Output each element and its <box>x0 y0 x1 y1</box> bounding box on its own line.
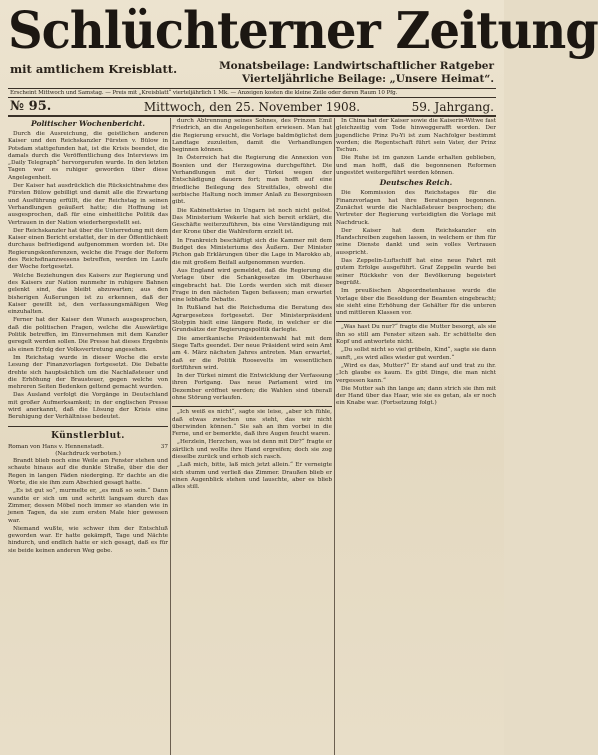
feuilleton-divider <box>336 321 496 322</box>
column-middle <box>172 118 332 755</box>
paragraph: In China hat der Kaiser sowie die Kaiserin-Witwe fast gleichzeitig vom Tode hinweggerafft worden. Der jugendliche Prinz Pu-Yi ist zum Nachfolger bestimmt worden; die Regentschaft führt sein Vater, der Prinz Tschun. <box>336 118 496 154</box>
feuilleton-author: Roman von Hans v. Hennenstadt. <box>8 443 104 450</box>
paragraph: „Es ist gut so“, murmelte er, „es muß so sein.“ Dann wandte er sich um und schritt langsam durch das Zimmer, dessen Möbel noch immer so standen wie in jenen Tagen, da sie zum ersten Male hier gewesen war. <box>8 488 168 524</box>
issue-date: Mittwoch, den 25. November 1908. <box>143 100 361 114</box>
divider <box>8 97 496 98</box>
paragraph: Der Kaiser hat dem Reichskanzler ein Handschreiben zugehen lassen, in welchem er ihm für seine Dienste dankt und sein volles Vertrauen ausspricht. <box>336 227 496 256</box>
feuilleton-body <box>172 409 332 491</box>
paragraph: durch Abtrennung seines Sohnes, des Prinzen Emil Friedrich, an die Angelegenheiten erwiesen. Man hat die Regierung ersucht, die Vorlage baldmöglichst dem Landtage zuzuleiten, damit die Verhandlungen beginnen können. <box>172 118 332 154</box>
article-body <box>172 118 332 402</box>
paragraph: Durch die Ausreichung, die geistlichen anderen Kaiser und den Reichskanzler Fürsten v. Bülow in Potsdam stattgefunden hat, ist die Krisis beendet, die damals durch die Veröffentlichung des Interviews im „Daily Telegraph“ hervorgerufen wurde. In den letzten Tagen war es ruhiger geworden über diese Angelegenheit. <box>8 131 168 181</box>
paragraph: Die Kabinettskrise in Ungarn ist noch nicht gelöst. Das Ministerium Wekerle hat sich bereit erklärt, die Geschäfte weiterzuführen, bis eine Verständigung mit der Krone über die Wahlreform erzielt ist. <box>172 207 332 236</box>
paragraph: Das Zeppelin-Luftschiff hat eine neue Fahrt mit gutem Erfolge ausgeführt. Graf Zeppelin wurde bei seiner Rückkehr von der Bevölkerung begeistert begrüßt. <box>336 258 496 286</box>
column-right <box>336 118 496 755</box>
paragraph: In Frankreich beschäftigt sich die Kammer mit dem Budget des Ministeriums des Äußern. Der Minister Pichon gab Erklärungen über die Lage in Marokko ab, die mit großem Beifall aufgenommen wurden. <box>172 237 332 266</box>
reprint-note: (Nachdruck verboten.) <box>55 450 121 457</box>
paragraph: Die Ruhe ist im ganzen Lande erhalten geblieben, und man hofft, daß die begonnenen Reformen ungestört weitergeführt werden können. <box>336 155 496 177</box>
paragraph: Niemand wußte, wie schwer ihm der Entschluß geworden war. Er hatte gekämpft, Tage und Nächte hindurch, und endlich hatte er sich gesagt, daß es für sie beide keinen anderen Weg gebe. <box>8 525 168 554</box>
feuilleton-divider <box>172 406 332 407</box>
article-body <box>336 190 496 317</box>
paragraph: Aus England wird gemeldet, daß die Regierung die Vorlage über die Schankgesetze im Oberhause eingebracht hat. Die Lords werden sich mit dieser Frage in den nächsten Tagen befassen; man erwartet eine lebhafte Debatte. <box>172 267 332 304</box>
feuilleton-part: 37 <box>160 443 168 450</box>
paragraph: Brandt blieb noch eine Weile am Fenster stehen und schaute hinaus auf die dunkle Straße, über die der Regen in langen Fäden niederging. Er dachte an die Worte, die sie ihm zum Abschied gesagt hatte. <box>8 458 168 487</box>
paragraph: Ferner hat der Kaiser den Wunsch ausgesprochen, daß die politischen Fragen, welche die Auswärtige Politik betreffen, im Einvernehmen mit dem Kanzler geregelt werden sollen. Die Presse hat dieses Ergebnis als einen Erfolg der Volksvertretung angesehen. <box>8 317 168 353</box>
paragraph: „Du sollst nicht so viel grübeln, Kind“, sagte sie dann sanft, „es wird alles wieder gut werden.“ <box>336 347 496 361</box>
article-body <box>8 131 168 422</box>
paragraph: „Herzlein, Herzchen, was ist denn mit Dir?“ fragte er zärtlich und wollte ihre Hand ergreifen; doch sie zog dieselbe zurück und erhob sich rasch. <box>172 439 332 461</box>
divider <box>8 88 496 89</box>
paragraph: In Österreich hat die Regierung die Annexion von Bosnien und der Herzegowina durchgeführt. Die Verhandlungen mit der Türkei wegen der Entschädigung dauern fort; man hofft auf eine friedliche Beilegung des Streitfalles, obwohl die serbische Haltung noch immer Anlaß zu Besorgnissen gibt. <box>172 155 332 206</box>
paragraph: „Was hast Du nur?“ fragte die Mutter besorgt, als sie ihn so still am Fenster sitzen sah. Er schüttelte den Kopf und antwortete nicht. <box>336 324 496 346</box>
issue-volume: 59. Jahrgang. <box>411 100 494 114</box>
paragraph: „Ich weiß es nicht“, sagte sie leise, „aber ich fühle, daß etwas zwischen uns steht, das wir nicht überwinden können.“ Sie sah an ihm vorbei in die Ferne, und er bemerkte, daß ihre Augen feucht waren. <box>172 409 332 438</box>
masthead-subtitle: mit amtlichem Kreisblatt. <box>10 62 178 76</box>
paragraph: In der Türkei nimmt die Entwicklung der Verfassung ihren Fortgang. Das neue Parlament wird im Dezember eröffnet werden; die Wahlen sind überall ohne Störung verlaufen. <box>172 373 332 401</box>
section-heading: Deutsches Reich. <box>379 178 453 188</box>
article-heading: Politischer Wochenbericht. <box>31 119 145 128</box>
masthead-title: Schlüchterner Zeitung <box>8 1 598 61</box>
paragraph: Im Reichstag wurde in dieser Woche die erste Lesung der Finanzvorlagen fortgesetzt. Die Debatte drehte sich hauptsächlich um die Nachlaßsteuer und die Erhöhung der Brausteuer, gegen welche von mehreren Seiten Bedenken geltend gemacht wurden. <box>8 354 168 391</box>
publication-note: Erscheint Mittwoch und Samstag. — Preis mit „Kreisblatt“ vierteljährlich 1 Mk. — Anzeigen kosten die kleine Zeile oder deren Raum 10 Pfg. <box>10 90 398 96</box>
columns <box>8 118 496 755</box>
article-body <box>336 118 496 177</box>
paragraph: „Laß mich, bitte, laß mich jetzt allein.“ Er verneigte sich stumm und verließ das Zimmer. Draußen blieb er einen Augenblick stehen und lauschte, aber es blieb alles still. <box>172 462 332 491</box>
paragraph: Der Kaiser hat ausdrücklich die Rücksichtnahme des Fürsten Bülow gebilligt und damit alle die Erwartung und Ausführung erfüllt, die der Reichstag in seinen Verhandlungen geäußert hatte; die Hoffnung ist ausgesprochen, daß für eine einheitliche Politik das Vertrauen in der Nation wiederhergestellt sei. <box>8 183 168 226</box>
divider <box>8 115 496 117</box>
feuilleton-byline <box>8 444 168 451</box>
issue-number: № 95. <box>10 99 52 114</box>
paragraph: Im preußischen Abgeordnetenhause wurde die Vorlage über die Besoldung der Beamten eingebracht; sie sieht eine Erhöhung der Gehälter für die unteren und mittleren Klassen vor. <box>336 288 496 317</box>
paragraph: Der Reichskanzler hat über die Unterredung mit dem Kaiser einen Bericht erstattet, der in der Öffentlichkeit durchaus befriedigend aufgenommen worden ist. Die Regierungskonferenzen, welche die Frage der Reform des Reichsfinanzwesens betreffen, werden im Laufe der Woche fortgesetzt. <box>8 227 168 271</box>
paragraph: Welche Beziehungen des Kaisers zur Regierung und des Kaisers zur Nation nunmehr in ruhigere Bahnen gelenkt sind, das bleibt abzuwarten; aus den bisherigen Äußerungen ist zu erkennen, daß der Kaiser gewillt ist, den verfassungsmäßigen Weg einzuhalten. <box>8 272 168 316</box>
supplement-quarterly: Vierteljährliche Beilage: „Unsere Heimat“. <box>241 73 494 85</box>
paragraph: Die amerikanische Präsidentenwahl hat mit dem Siege Tafts geendet. Der neue Präsident wird sein Amt am 4. März nächsten Jahres antreten. Man erwartet, daß er die Politik Roosevelts im wesentlichen fortführen wird. <box>172 335 332 371</box>
issue-line <box>10 99 494 115</box>
feuilleton-body <box>8 458 168 555</box>
paragraph: In Rußland hat die Reichsduma die Beratung des Agrargesetzes fortgesetzt. Der Ministerpräsident Stolypin hielt eine längere Rede, in welcher er die Grundsätze der Regierungspolitik darlegte. <box>172 305 332 334</box>
paragraph: Das Ausland verfolgt die Vorgänge in Deutschland mit großer Aufmerksamkeit; in der englischen Presse wird anerkannt, daß die Lösung der Krisis eine Beruhigung der Verhältnisse bedeutet. <box>8 392 168 421</box>
paragraph: Die Kommission des Reichstages für die Finanzvorlagen hat ihre Beratungen begonnen. Zunächst wurde die Nachlaßsteuer besprochen; die Vertreter der Regierung verteidigten die Vorlage mit Nachdruck. <box>336 190 496 226</box>
feuilleton-heading: Künstlerblut. <box>51 430 125 441</box>
column-left <box>8 118 168 755</box>
masthead-supplements <box>219 60 494 86</box>
feuilleton-body <box>336 324 496 407</box>
paragraph: „Wird es das, Mutter?“ Er stand auf und trat zu ihr. „Ich glaube es kaum. Es gibt Dinge, die man nicht vergessen kann.“ <box>336 362 496 384</box>
paragraph: Die Mutter sah ihn lange an; dann strich sie ihm mit der Hand über das Haar, wie sie es getan, als er noch ein Knabe war. (Fortsetzung folgt.) <box>336 385 496 407</box>
supplement-monthly: Monatsbeilage: Landwirtschaftlicher Ratgeber <box>219 60 494 72</box>
feuilleton-divider <box>8 426 168 427</box>
